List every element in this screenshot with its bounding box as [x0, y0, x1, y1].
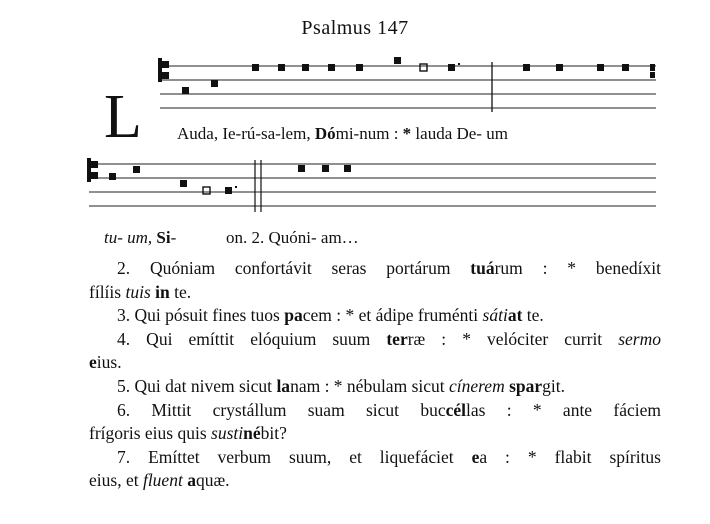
verse-line: [89, 328, 661, 352]
text-run: Dó: [314, 124, 336, 143]
text-run: eius, et: [89, 470, 143, 491]
neumes-line-2: [109, 165, 351, 194]
verse-line: [89, 351, 661, 375]
text-run: a: [187, 470, 196, 491]
text-run: 5. Qui dat nivem sicut: [117, 375, 277, 396]
text-run: on. 2. Quóni- am…: [226, 228, 359, 247]
c-clef-icon: [87, 158, 98, 182]
text-run: te.: [522, 305, 544, 326]
text-run: e: [471, 446, 480, 467]
decorated-initial: L: [104, 83, 142, 151]
text-run: a : * flabit spíritus: [479, 446, 661, 467]
text-run: lauda De- um: [411, 124, 508, 143]
psalm-verses: [89, 257, 661, 493]
text-run: frígoris eius quis: [89, 423, 212, 444]
text-run: te.: [169, 281, 192, 302]
text-run: -: [170, 228, 177, 247]
text-run: nam : * nébulam sicut: [290, 375, 449, 396]
text-run: ius.: [96, 352, 122, 373]
text-run: quæ.: [195, 470, 230, 491]
text-run: cél: [445, 399, 466, 420]
text-run: 2. Quóniam confortávit seras portárum: [117, 258, 471, 278]
text-run: tuis: [125, 281, 151, 302]
text-run: la: [276, 375, 291, 396]
psalm-title: Psalmus 147: [301, 17, 409, 39]
text-run: fluent: [142, 470, 183, 491]
text-run: bit?: [260, 423, 287, 444]
verse-line: [89, 257, 661, 281]
text-run: Si: [156, 228, 171, 247]
lyric-line-2a: [104, 228, 176, 248]
text-run: spar: [509, 375, 543, 396]
text-run: cínerem: [449, 375, 505, 396]
text-run: 6. Mittit crystállum suam sicut buc: [117, 399, 446, 420]
text-run: Auda, Ie-rú-sa-lem,: [177, 124, 315, 143]
text-run: ter: [386, 328, 408, 349]
text-run: las : * ante fáciem: [466, 399, 661, 420]
text-run: tu- um,: [104, 228, 157, 247]
text-run: sáti: [482, 305, 508, 326]
text-run: susti: [211, 423, 244, 444]
text-run: at: [507, 305, 523, 326]
verse-line: [89, 399, 661, 423]
text-run: git.: [542, 375, 566, 396]
text-run: 7. Emíttet verbum suum, et liquefáciet: [117, 446, 472, 467]
text-run: sermo: [618, 328, 661, 349]
text-run: mi-num :: [335, 124, 403, 143]
text-run: *: [402, 124, 412, 143]
lyric-line-2b: [226, 228, 359, 248]
c-clef-icon: [158, 58, 169, 82]
text-run: cem : * et ádipe fruménti: [302, 305, 483, 326]
lyric-line-1: [177, 124, 508, 144]
text-run: ræ : * velóciter currit: [407, 328, 619, 349]
verse-line: [89, 375, 661, 399]
text-run: né: [243, 423, 261, 444]
chant-staff-2: [0, 150, 710, 220]
verse-line: [89, 446, 661, 470]
text-run: pa: [284, 305, 303, 326]
text-run: e: [89, 352, 97, 373]
text-run: rum : * benedíxit: [494, 258, 661, 278]
verse-line: [89, 304, 661, 328]
text-run: in: [155, 281, 170, 302]
verse-line: [89, 281, 661, 305]
text-run: 3. Qui pósuit fines tuos: [117, 305, 285, 326]
text-run: 4. Qui emíttit elóquium suum: [117, 328, 387, 349]
verse-line: [89, 469, 661, 493]
text-run: fílíis: [89, 281, 126, 302]
neumes-line-1: [182, 57, 655, 94]
verse-line: [89, 422, 661, 446]
text-run: tuá: [470, 258, 495, 278]
